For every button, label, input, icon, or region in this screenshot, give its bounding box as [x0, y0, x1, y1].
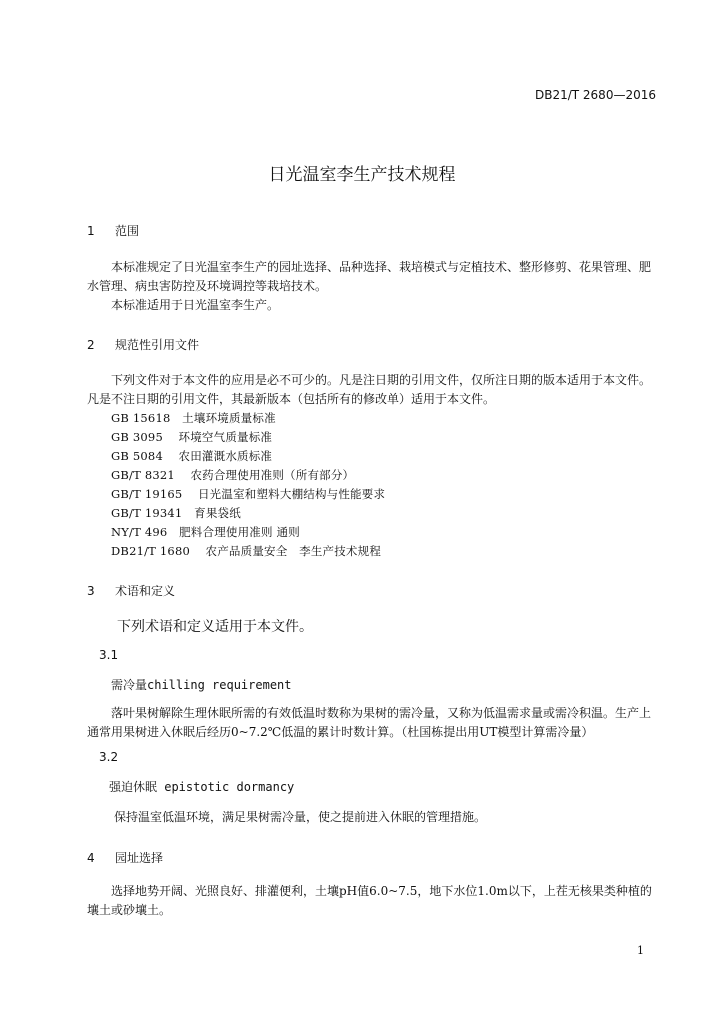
- section-title: 术语和定义: [115, 584, 176, 598]
- section-1-heading: [87, 222, 139, 239]
- term-definition: 落叶果树解除生理休眠所需的有效低温时数称为果树的需冷量，又称为低温需求量或需冷积温。生产上通常用果树进入休眠后经历0~7.2℃低温的累计时数计算。（杜国栋提出用UT模型计算需冷量）: [87, 706, 652, 739]
- section-number: 3: [87, 584, 95, 598]
- reference-item: GB 3095 环境空气质量标准: [111, 430, 273, 444]
- term-definition: 保持温室低温环境，满足果树需冷量，使之提前进入休眠的管理措施。: [114, 810, 487, 824]
- section-number: 2: [87, 338, 95, 352]
- standard-number: DB21/T 2680—2016: [534, 88, 656, 102]
- term-name: 需冷量chilling requirement: [111, 678, 292, 692]
- reference-item: GB/T 8321 农药合理使用准则（所有部分）: [111, 468, 355, 482]
- reference-item: NY/T 496 肥料合理使用准则 通则: [111, 525, 300, 539]
- reference-item: GB 15618 土壤环境质量标准: [111, 411, 276, 425]
- paragraph: 选择地势开阔、光照良好、排灌便利，土壤pH值6.0~7.5，地下水位1.0m以下，上茬无核果类种植的壤土或砂壤土。: [87, 884, 652, 917]
- section-title: 规范性引用文件: [115, 338, 200, 352]
- reference-item: GB/T 19165 日光温室和塑料大棚结构与性能要求: [111, 487, 386, 501]
- term-title: [111, 676, 292, 693]
- paragraph: 下列术语和定义适用于本文件。: [117, 619, 313, 635]
- term-number: 3.2: [99, 750, 119, 764]
- section-number: 4: [87, 851, 95, 865]
- paragraph: 本标准规定了日光温室李生产的园址选择、品种选择、栽培模式与定植技术、整形修剪、花果管理、肥水管理、病虫害防控及环境调控等栽培技术。: [87, 260, 652, 293]
- term-name: 强迫休眠 epistotic dormancy: [109, 780, 295, 794]
- paragraph: 本标准适用于日光温室李生产。: [111, 298, 280, 312]
- section-number: 1: [87, 224, 95, 238]
- section-4-heading: [87, 849, 163, 866]
- term-number: 3.1: [99, 648, 119, 662]
- section-title: 园址选择: [115, 851, 164, 865]
- document-title: 日光温室李生产技术规程: [268, 165, 456, 185]
- page-number: 1: [637, 944, 644, 957]
- reference-item: GB 5084 农田灌溉水质标准: [111, 449, 273, 463]
- reference-item: GB/T 19341 育果袋纸: [111, 506, 241, 520]
- reference-item: DB21/T 1680 农产品质量安全 李生产技术规程: [111, 544, 382, 558]
- paragraph: 下列文件对于本文件的应用是必不可少的。凡是注日期的引用文件，仅所注日期的版本适用于本文件。凡是不注日期的引用文件，其最新版本（包括所有的修改单）适用于本文件。: [87, 373, 652, 406]
- section-title: 范围: [115, 224, 140, 238]
- section-3-heading: [87, 582, 175, 599]
- term-title: [109, 778, 294, 795]
- section-2-heading: [87, 336, 199, 353]
